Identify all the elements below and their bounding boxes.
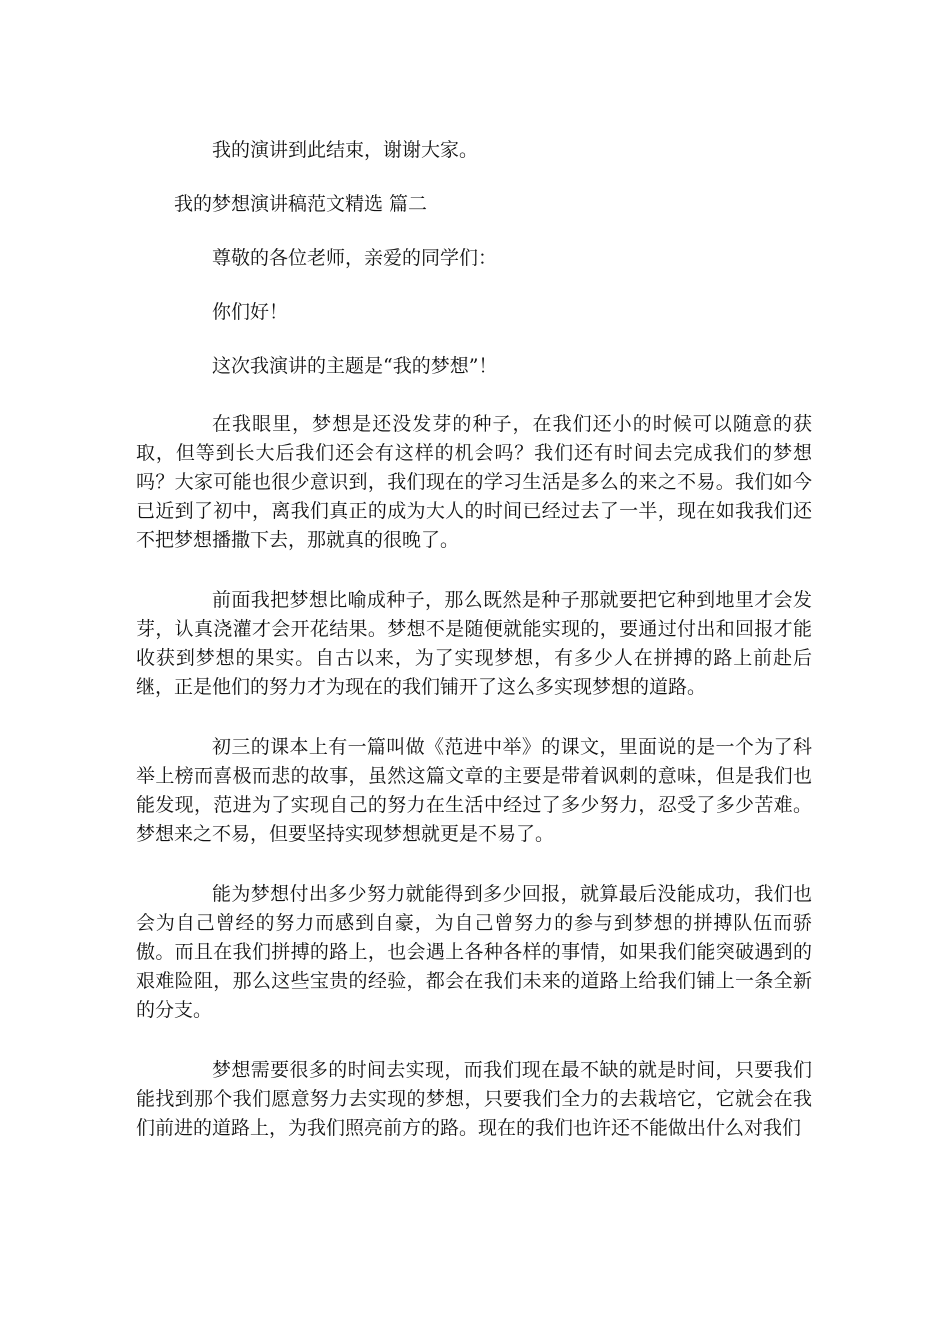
paragraph: 梦想需要很多的时间去实现，而我们现在最不缺的就是时间，只要我们能找到那个我们愿意努力去实现的梦想，只要我们全力的去栽培它，它就会在我们前进的道路上，为我们照亮前方的路。现在的我们也许还不能做出什么对我们: [136, 1059, 812, 1139]
paragraph: 能为梦想付出多少努力就能得到多少回报，就算最后没能成功，我们也会为自己曾经的努力而感到自豪，为自己曾努力的参与到梦想的拼搏队伍而骄傲。而且在我们拼搏的路上，也会遇上各种各样的事情，如果我们能突破遇到的艰难险阻，那么这些宝贵的经验，都会在我们未来的道路上给我们铺上一条全新的分支。: [136, 883, 812, 1021]
hello-line: 你们好！: [212, 301, 289, 323]
paragraph: 在我眼里，梦想是还没发芽的种子，在我们还小的时候可以随意的获取，但等到长大后我们还会有这样的机会吗？我们还有时间去完成我们的梦想吗？大家可能也很少意识到，我们现在的学习生活是多么的来之不易。我们如今已近到了初中，离我们真正的成为大人的时间已经过去了一半，现在如我我们还不把梦想播撒下去，那就真的很晚了。: [136, 413, 812, 551]
greeting-line: 尊敬的各位老师，亲爱的同学们：: [212, 247, 498, 269]
paragraph: 初三的课本上有一篇叫做《范进中举》的课文，里面说的是一个为了科举上榜而喜极而悲的故事，虽然这篇文章的主要是带着讽刺的意味，但是我们也能发现，范进为了实现自己的努力在生活中经过了多少努力，忍受了多少苦难。梦想来之不易，但要坚持实现梦想就更是不易了。: [136, 736, 812, 845]
closing-line: 我的演讲到此结束，谢谢大家。: [212, 139, 479, 161]
section-heading: 我的梦想演讲稿范文精选 篇二: [174, 193, 428, 215]
topic-line: 这次我演讲的主题是“我的梦想”！: [212, 355, 498, 377]
paragraph: 前面我把梦想比喻成种子，那么既然是种子那就要把它种到地里才会发芽，认真浇灌才会开花结果。梦想不是随便就能实现的，要通过付出和回报才能收获到梦想的果实。自古以来，为了实现梦想，有多少人在拼搏的路上前赴后继，正是他们的努力才为现在的我们铺开了这么多实现梦想的道路。: [136, 589, 812, 698]
document-body: [136, 136, 812, 1143]
